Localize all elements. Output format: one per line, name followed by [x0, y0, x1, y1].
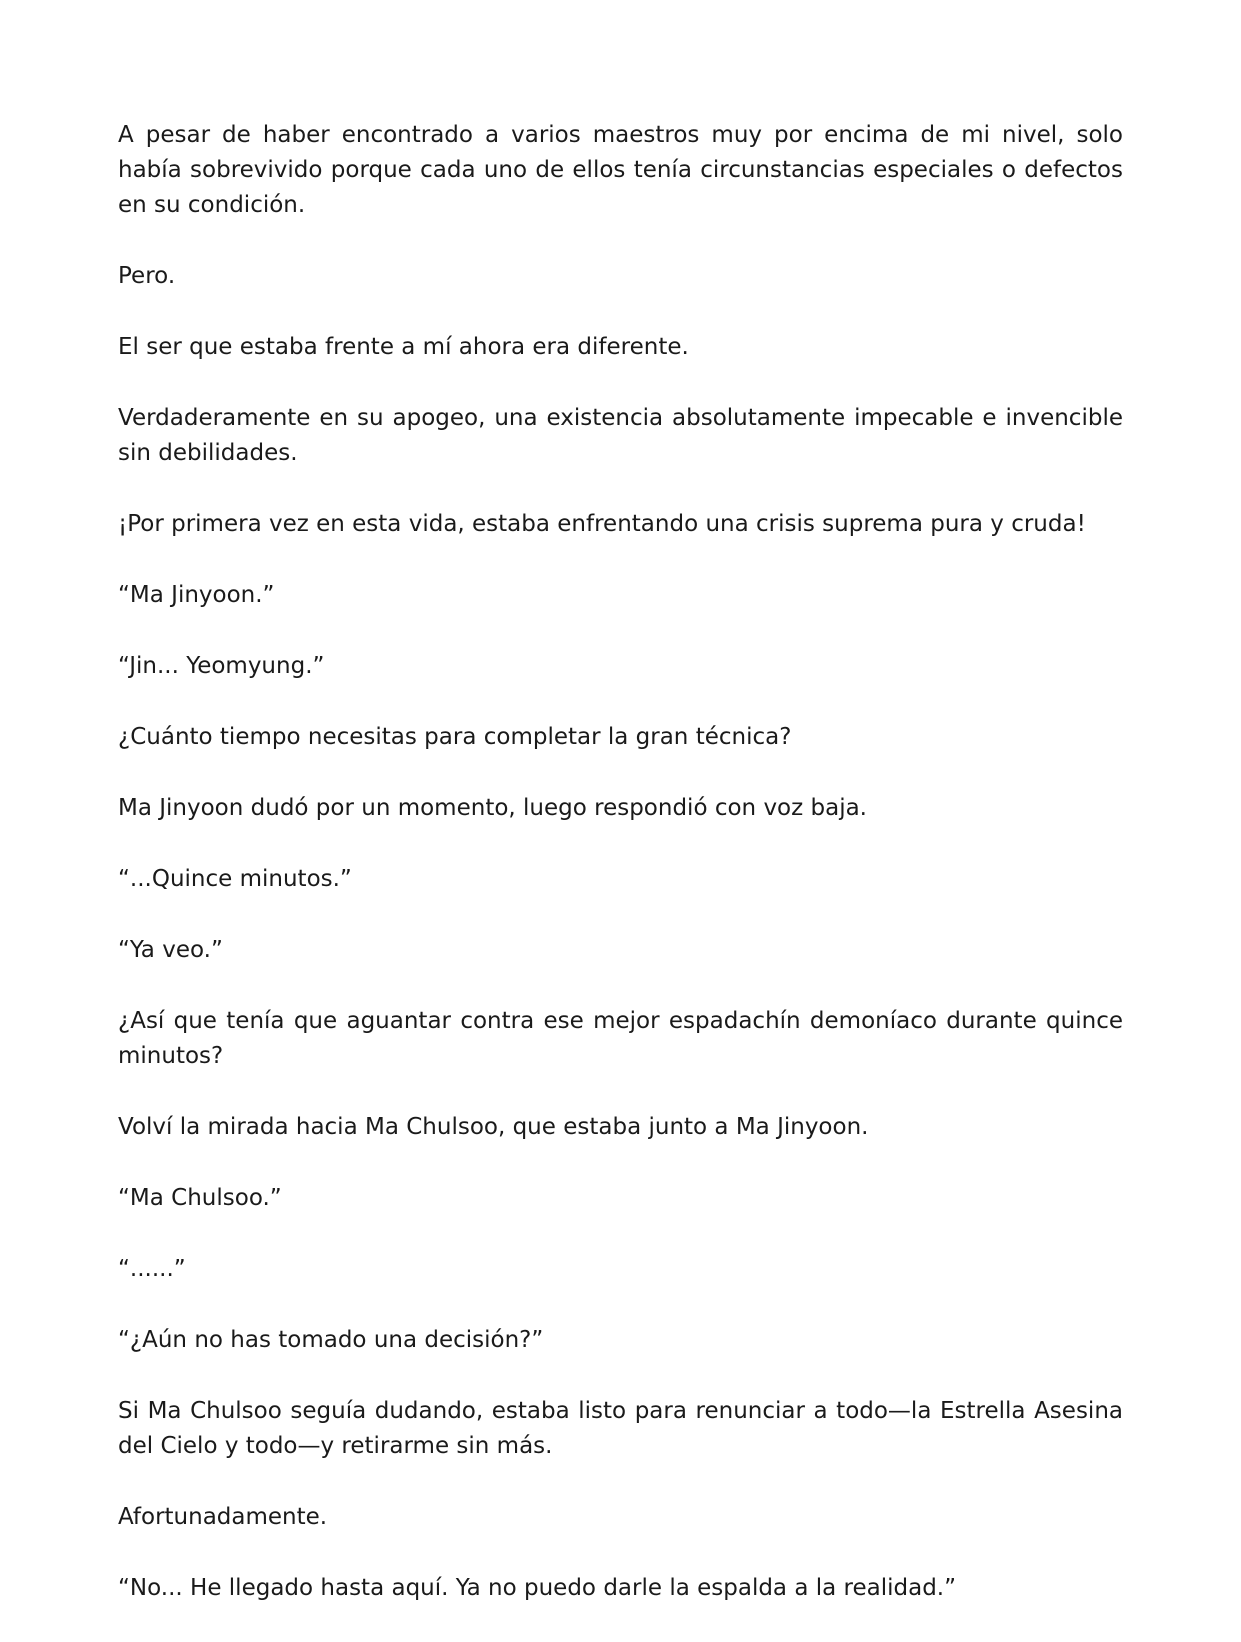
paragraph: “Ma Chulsoo.”	[118, 1185, 282, 1211]
paragraph: “¿Aún no has tomado una decisión?”	[118, 1327, 544, 1353]
paragraph: ¿Cuánto tiempo necesitas para completar la gran técnica?	[118, 724, 792, 750]
document-body	[118, 118, 1123, 1642]
paragraph: ¡Por primera vez en esta vida, estaba enfrentando una crisis suprema pura y cruda!	[118, 511, 1086, 537]
paragraph: Volví la mirada hacia Ma Chulsoo, que estaba junto a Ma Jinyoon.	[118, 1114, 869, 1140]
paragraph: Ma Jinyoon dudó por un momento, luego respondió con voz baja.	[118, 795, 867, 821]
paragraph: Pero.	[118, 263, 176, 289]
paragraph: “No... He llegado hasta aquí. Ya no puedo darle la espalda a la realidad.”	[118, 1575, 957, 1601]
paragraph: “Ya veo.”	[118, 937, 223, 963]
paragraph: “...Quince minutos.”	[118, 866, 352, 892]
paragraph: Afortunadamente.	[118, 1504, 328, 1530]
paragraph: Verdaderamente en su apogeo, una existencia absolutamente impecable e invencible sin debilidades.	[118, 405, 1123, 466]
paragraph: A pesar de haber encontrado a varios maestros muy por encima de mi nivel, solo había sobrevivido porque cada uno de ellos tenía circunstancias especiales o defectos en su condición.	[118, 122, 1123, 218]
paragraph: “Jin... Yeomyung.”	[118, 653, 325, 679]
paragraph: Si Ma Chulsoo seguía dudando, estaba listo para renunciar a todo—la Estrella Asesina del Cielo y todo—y retirarme sin más.	[118, 1398, 1123, 1459]
paragraph: “......”	[118, 1256, 186, 1282]
paragraph: “Ma Jinyoon.”	[118, 582, 275, 608]
paragraph: El ser que estaba frente a mí ahora era diferente.	[118, 334, 689, 360]
paragraph: ¿Así que tenía que aguantar contra ese mejor espadachín demoníaco durante quince minutos?	[118, 1008, 1123, 1069]
